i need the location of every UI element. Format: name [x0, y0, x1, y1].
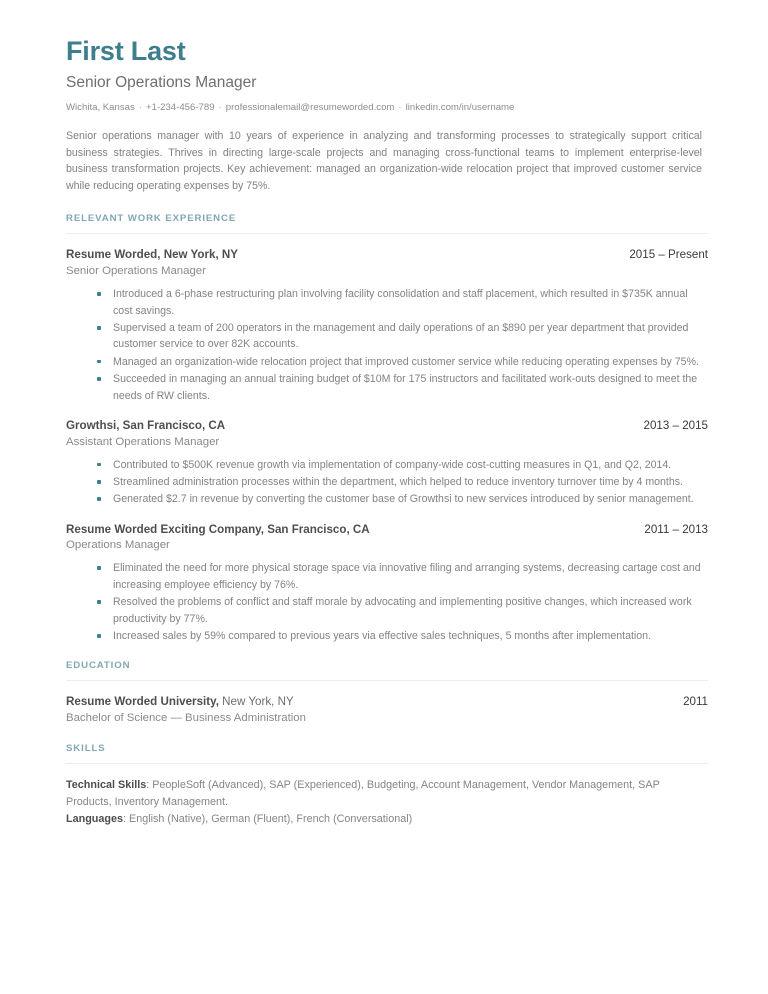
contact-separator-icon: · — [218, 101, 222, 113]
skills-group-value: English (Native), German (Fluent), French (Conversational) — [129, 813, 413, 826]
bullet-text: Streamlined administration processes within the department, which helped to reduce inventory turnover time by 4 months. — [113, 475, 683, 488]
institution-location: New York, NY — [218, 695, 294, 709]
section-divider — [66, 233, 708, 234]
bullet-text: Supervised a team of 200 operators in the management and daily operations of an $890 per year department that provided customer service to over 82K accounts. — [113, 321, 689, 351]
contact-separator-icon: · — [138, 101, 142, 113]
bullet-text: Eliminated the need for more physical storage space via innovative filing and arranging systems, decreasing cartage cost and increasing employee efficiency by 76%. — [113, 562, 701, 591]
education-institution — [66, 694, 294, 710]
bullet-item — [66, 628, 708, 644]
bullet-text: Managed an organization-wide relocation project that improved customer service while reducing operating expenses by 75%. — [113, 355, 699, 368]
bullet-item — [66, 286, 708, 319]
skills-group — [66, 777, 706, 811]
bullet-dot-icon — [97, 463, 101, 467]
resume-header — [66, 36, 708, 114]
experience-entry — [66, 418, 708, 508]
skills-group-label: Technical Skills — [66, 779, 147, 792]
bullet-dot-icon — [97, 326, 101, 330]
entry-organization: Growthsi, San Francisco, CA — [66, 418, 226, 432]
contact-line — [66, 102, 708, 114]
bullet-item — [66, 320, 708, 353]
bullet-dot-icon — [97, 634, 101, 638]
entry-header — [66, 522, 708, 538]
section-title-experience: RELEVANT WORK EXPERIENCE — [66, 213, 237, 225]
section-experience — [66, 213, 708, 644]
contact-email[interactable]: professionalemail@resumeworded.com — [225, 101, 395, 113]
bullet-dot-icon — [97, 497, 101, 501]
bullet-item — [66, 457, 708, 473]
experience-entry — [66, 522, 708, 645]
entry-header — [66, 694, 708, 710]
bullet-item — [66, 594, 708, 627]
candidate-name: First Last — [66, 36, 186, 66]
entry-bullet-list — [66, 286, 708, 404]
entry-header — [66, 247, 708, 263]
skills-group — [66, 811, 706, 828]
bullet-dot-icon — [97, 292, 101, 296]
bullet-dot-icon — [97, 600, 101, 604]
entry-role: Assistant Operations Manager — [66, 435, 220, 448]
education-degree: Bachelor of Science — Business Administration — [66, 712, 306, 725]
contact-linkedin[interactable]: linkedin.com/in/username — [405, 101, 515, 113]
bullet-item — [66, 560, 708, 593]
bullet-item — [66, 354, 708, 370]
section-skills — [66, 743, 708, 828]
entry-role: Senior Operations Manager — [66, 265, 206, 278]
entry-header — [66, 418, 708, 434]
entry-organization: Resume Worded Exciting Company, San Francisco, CA — [66, 522, 370, 536]
entry-bullet-list — [66, 560, 708, 644]
entry-date: 2011 – 2013 — [644, 522, 708, 536]
education-entry — [66, 694, 708, 727]
section-title-education: EDUCATION — [66, 660, 131, 672]
candidate-headline: Senior Operations Manager — [66, 74, 257, 92]
bullet-dot-icon — [97, 566, 101, 570]
bullet-text: Introduced a 6-phase restructuring plan involving facility consolidation and staff placement, which resulted in $735K annual cost savings. — [113, 288, 688, 317]
bullet-text: Generated $2.7 in revenue by converting the customer base of Growthsi to new services introduced by senior management. — [113, 493, 694, 506]
institution-name: Resume Worded University, — [66, 695, 219, 709]
section-education — [66, 660, 708, 727]
entry-date: 2013 – 2015 — [643, 418, 708, 432]
skills-group-separator: : — [123, 813, 129, 826]
bullet-text: Succeeded in managing an annual training budget of $10M for 175 instructors and facilitated work-outs designed to meet the needs of RW clients. — [113, 373, 698, 402]
bullet-text: Resolved the problems of conflict and staff morale by advocating and implementing positive changes, which increased work productivity by 77%. — [113, 596, 692, 625]
bullet-dot-icon — [97, 480, 101, 484]
contact-location: Wichita, Kansas — [66, 101, 135, 113]
bullet-text: Increased sales by 59% compared to previous years via effective sales techniques, 5 months after implementation. — [113, 630, 652, 642]
professional-summary: Senior operations manager with 10 years of experience in analyzing and transforming processes to strategically support critical business strategies. Thrives in directing large-scale projects and managing cross-functional teams to implement enterprise-level business transformation projects. Key achievement: managed an organization-wide relocation project that improved customer service while reducing operating expenses by 75%. — [66, 130, 702, 192]
skills-group-value: PeopleSoft (Advanced), SAP (Experienced), Budgeting, Account Management, Vendor Management, SAP Products, Inventory Management. — [66, 779, 660, 809]
bullet-item — [66, 371, 708, 404]
section-divider — [66, 763, 708, 764]
entry-organization: Resume Worded, New York, NY — [66, 248, 239, 262]
entry-role: Operations Manager — [66, 539, 170, 552]
bullet-item — [66, 474, 708, 490]
section-divider — [66, 680, 708, 681]
section-title-skills: SKILLS — [66, 743, 106, 755]
skills-group-label: Languages — [66, 813, 123, 826]
education-date: 2011 — [683, 695, 708, 709]
bullet-text: Contributed to $500K revenue growth via implementation of company-wide cost-cutting measures in Q1, and Q2, 2014. — [113, 458, 672, 471]
contact-separator-icon: · — [398, 101, 402, 113]
contact-phone: +1-234-456-789 — [146, 101, 215, 113]
entry-date: 2015 – Present — [629, 248, 708, 262]
entry-bullet-list — [66, 457, 708, 508]
bullet-item — [66, 491, 708, 507]
bullet-dot-icon — [97, 377, 101, 381]
bullet-dot-icon — [97, 360, 101, 364]
experience-entry — [66, 247, 708, 403]
skills-group-separator: : — [146, 779, 153, 792]
